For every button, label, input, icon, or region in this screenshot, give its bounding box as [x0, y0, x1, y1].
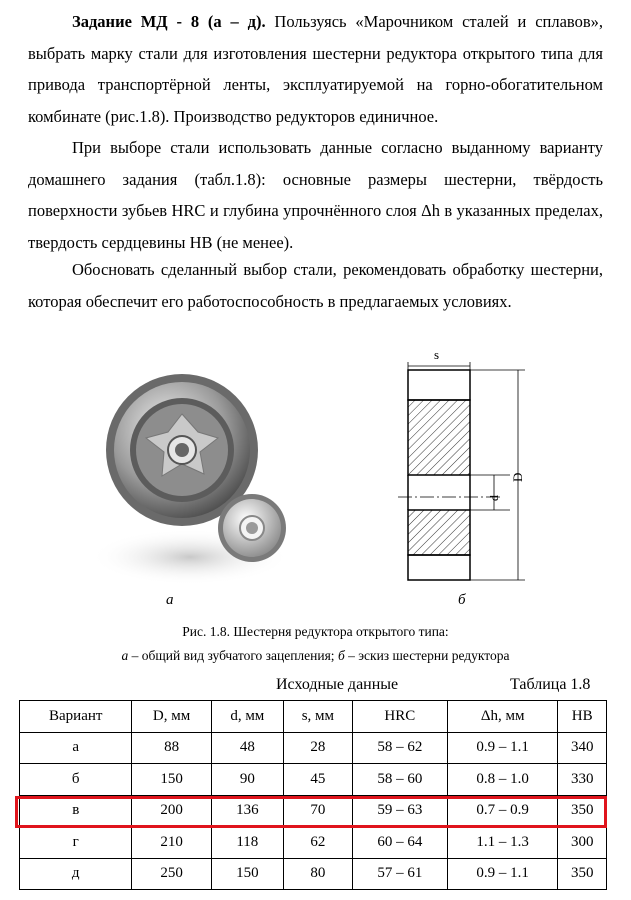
table-cell: 60 – 64: [352, 827, 447, 859]
table-number: Таблица 1.8: [510, 676, 591, 693]
caption-a-text: – общий вид зубчатого зацепления;: [128, 648, 338, 663]
figure-caption: Рис. 1.8. Шестерня редуктора открытого типа:: [182, 624, 449, 639]
table-cell: 1.1 – 1.3: [447, 827, 558, 859]
table-cell: б: [20, 764, 132, 796]
table-heading: Исходные данные: [276, 676, 399, 693]
task-title: Задание МД - 8 (а – д).: [72, 12, 266, 31]
table-cell: 200: [132, 795, 211, 827]
dimension-s-label: s: [434, 347, 440, 362]
task-paragraph: [28, 6, 603, 132]
column-header: Δh, мм: [447, 701, 558, 733]
justification-paragraph: Обосновать сделанный выбор стали, рекомендовать обработку шестерни, которая обеспечит его работоспособность в предлагаемых условиях.: [28, 260, 603, 311]
column-header: d, мм: [211, 701, 283, 733]
table-cell: 90: [211, 764, 283, 796]
figure-label-a: а: [166, 592, 174, 608]
table-cell: 136: [211, 795, 283, 827]
table-cell: 58 – 62: [352, 732, 447, 764]
table-cell: 58 – 60: [352, 764, 447, 796]
table-cell: 48: [211, 732, 283, 764]
table-row: [20, 764, 607, 796]
table-cell: 0.7 – 0.9: [447, 795, 558, 827]
figure-caption-legend: [0, 648, 631, 664]
table-row: [20, 858, 607, 890]
table-cell: д: [20, 858, 132, 890]
table-cell: 0.9 – 1.1: [447, 732, 558, 764]
table-row-highlighted: [20, 795, 607, 827]
gear-sketch-drawing: [390, 340, 535, 585]
table-cell: 80: [283, 858, 352, 890]
table-cell: 88: [132, 732, 211, 764]
table-cell: 0.9 – 1.1: [447, 858, 558, 890]
table-cell: 330: [558, 764, 607, 796]
table-cell: 57 – 61: [352, 858, 447, 890]
pinion-gear-icon: [218, 494, 286, 562]
dimension-d-label: d: [487, 495, 501, 501]
instructions-paragraph: При выборе стали использовать данные согласно выданному варианту домашнего задания (табл.1.8): основные размеры шестерни, твёрдость поверхности зубьев HRC и глубина упрочнённого слоя Δh в указанных пределах, твердость сердцевины HB (не менее).: [28, 138, 603, 252]
table-cell: 300: [558, 827, 607, 859]
source-data-table: [19, 700, 607, 890]
table-cell: а: [20, 732, 132, 764]
table-cell: 59 – 63: [352, 795, 447, 827]
table-cell: 0.8 – 1.0: [447, 764, 558, 796]
task-body: Пользуясь «Марочником сталей и сплавов», выбрать марку стали для изготовления шестерни редуктора открытого типа для привода транспортёрной ленты, эксплуатируемой на горно-обогатительном комбинате (рис.1.8). Производство редукторов единичное.: [28, 12, 603, 126]
table-header-row: [20, 701, 607, 733]
table-cell: 62: [283, 827, 352, 859]
column-header: HRC: [352, 701, 447, 733]
table-cell: 118: [211, 827, 283, 859]
caption-b-text: – эскиз шестерни редуктора: [344, 648, 510, 663]
table-cell: в: [20, 795, 132, 827]
table-cell: 210: [132, 827, 211, 859]
table-cell: 70: [283, 795, 352, 827]
table-cell: г: [20, 827, 132, 859]
table-cell: 350: [558, 858, 607, 890]
table-cell: 150: [132, 764, 211, 796]
table-cell: 340: [558, 732, 607, 764]
table-cell: 28: [283, 732, 352, 764]
column-header: D, мм: [132, 701, 211, 733]
table-cell: 45: [283, 764, 352, 796]
table-cell: 250: [132, 858, 211, 890]
gear-mesh-illustration: [70, 352, 290, 590]
column-header: Вариант: [20, 701, 132, 733]
table-row: [20, 732, 607, 764]
column-header: HB: [558, 701, 607, 733]
column-header: s, мм: [283, 701, 352, 733]
caption-b-letter: б: [337, 648, 345, 663]
table-cell: 350: [558, 795, 607, 827]
caption-a-letter: а: [121, 648, 129, 663]
table-cell: 150: [211, 858, 283, 890]
dimension-D-label: D: [510, 472, 525, 482]
figure-label-b: б: [458, 592, 466, 608]
table-row: [20, 827, 607, 859]
